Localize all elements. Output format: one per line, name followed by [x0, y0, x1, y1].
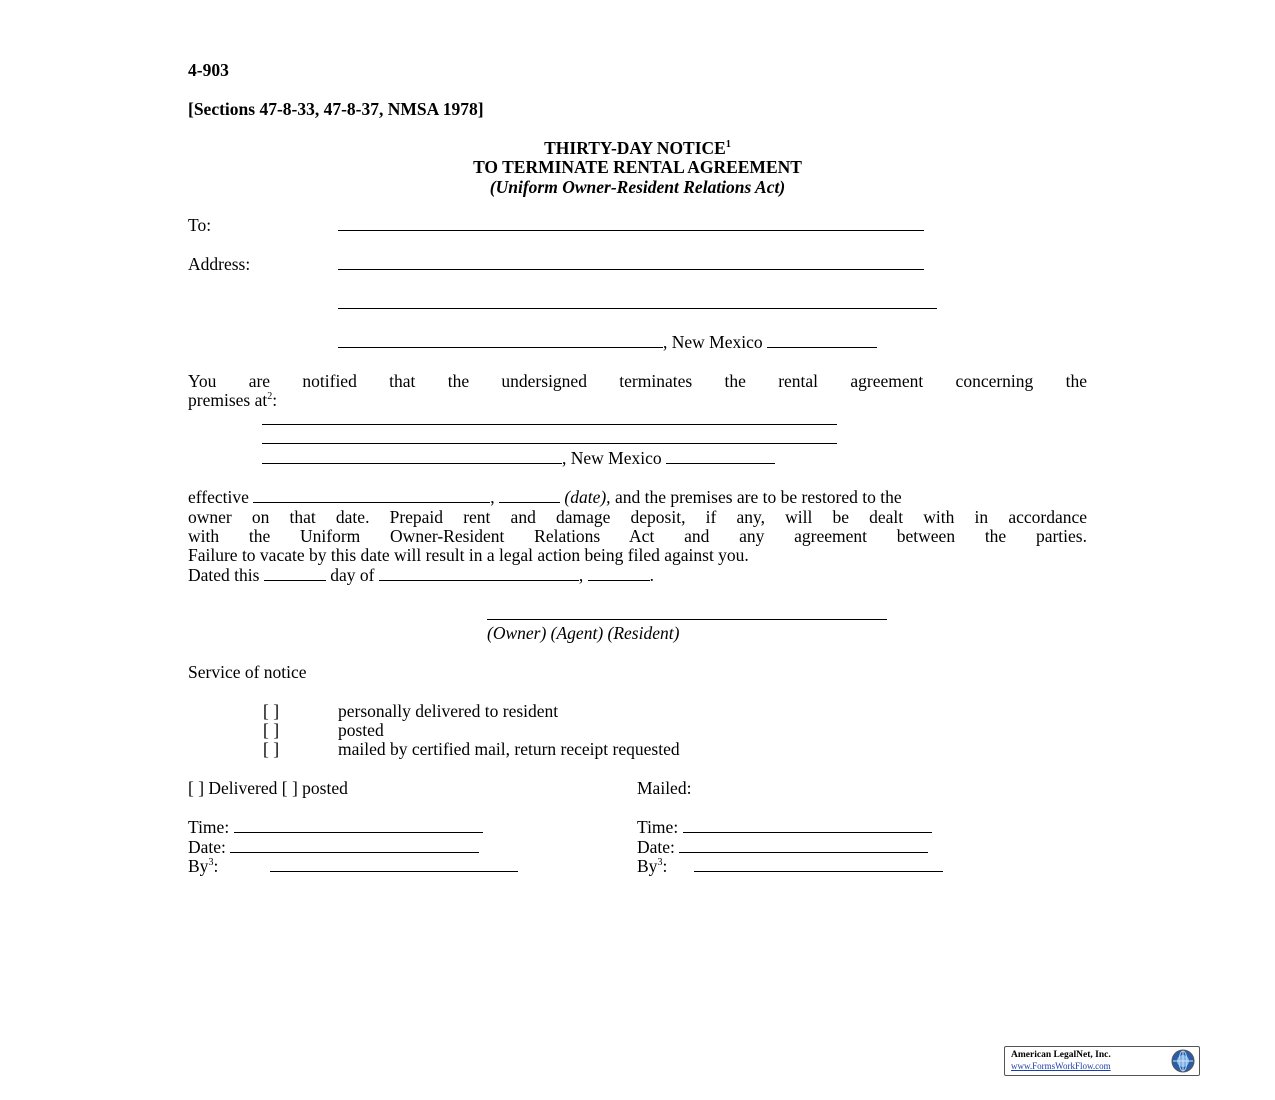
service-heading: Service of notice: [188, 662, 307, 682]
right-by-row: [637, 856, 667, 876]
notice-intro-line1: You are notified that the undersigned terminates the rental agreement concerning the: [188, 371, 1087, 391]
left-by-row: [188, 856, 218, 876]
signature-caption: (Owner) (Agent) (Resident): [487, 623, 680, 643]
dated-day-field[interactable]: [264, 565, 326, 581]
right-date-row: [637, 837, 928, 857]
dated-line: [188, 565, 654, 585]
right-time-row: [637, 817, 932, 837]
dated-this-text: Dated this: [188, 565, 260, 585]
checkbox-mailed[interactable]: [ ]: [263, 739, 280, 759]
effective-year-field[interactable]: [499, 487, 560, 503]
dated-month-field[interactable]: [379, 565, 579, 581]
form-number: 4-903: [188, 60, 229, 80]
footnote-marker: 3: [208, 857, 214, 869]
right-by-field[interactable]: [694, 856, 943, 876]
comma: ,: [578, 565, 584, 585]
option-mailed-label: mailed by certified mail, return receipt requested: [338, 739, 680, 759]
notice-body-line2: owner on that date. Prepaid rent and damage deposit, if any, will be dealt with in accordance: [188, 507, 1087, 527]
time-label: Time:: [637, 817, 679, 837]
period: .: [649, 565, 654, 585]
to-field[interactable]: [338, 215, 924, 235]
left-date-row: [188, 837, 479, 857]
left-time-row: [188, 817, 483, 837]
signature-field[interactable]: [487, 604, 887, 624]
by-colon: :: [662, 856, 668, 876]
notice-body-line3: with the Uniform Owner-Resident Relations Act and any agreement between the parties.: [188, 526, 1087, 546]
notice-intro-line2: [188, 390, 277, 410]
by-colon: :: [213, 856, 219, 876]
option-posted-label: posted: [338, 720, 384, 740]
address-line1-field[interactable]: [338, 254, 924, 274]
date-label: Date:: [188, 837, 226, 857]
left-time-field[interactable]: [234, 817, 483, 833]
zip-field[interactable]: [767, 332, 877, 348]
form-subtitle: (Uniform Owner-Resident Relations Act): [489, 177, 786, 197]
premises-city-row: [262, 448, 775, 468]
city-field[interactable]: [338, 332, 663, 348]
time-label: Time:: [188, 817, 230, 837]
effective-line: [188, 487, 902, 507]
legalnet-logo[interactable]: [1004, 1046, 1200, 1076]
address-line2-field[interactable]: [338, 293, 937, 313]
new-mexico-label: , New Mexico: [663, 332, 763, 352]
notice-body-line4: Failure to vacate by this date will result in a legal action being filed against you.: [188, 545, 749, 565]
form-title-line2: TO TERMINATE RENTAL AGREEMENT: [473, 157, 802, 177]
day-of-text: day of: [330, 565, 375, 585]
premises-at-text: premises at: [188, 390, 268, 410]
premises-line2-field[interactable]: [262, 428, 837, 448]
date-label: Date:: [637, 837, 675, 857]
effective-word: effective: [188, 487, 249, 507]
company-name: American LegalNet, Inc.: [1011, 1050, 1111, 1060]
address-city-row: [338, 332, 877, 352]
premises-new-mexico-label: , New Mexico: [562, 448, 662, 468]
premises-line1-field[interactable]: [262, 409, 837, 429]
date-hint: (date),: [564, 487, 611, 507]
to-label: To:: [188, 215, 212, 235]
footnote-marker: 3: [657, 857, 663, 869]
statute-reference: [Sections 47-8-33, 47-8-37, NMSA 1978]: [188, 99, 484, 119]
by-label: By: [637, 856, 658, 876]
checkbox-personal[interactable]: [ ]: [263, 701, 280, 721]
address-label: Address:: [188, 254, 251, 274]
footnote-marker: 2: [267, 391, 273, 403]
option-personal-label: personally delivered to resident: [338, 701, 559, 721]
premises-city-field[interactable]: [262, 448, 562, 464]
right-date-field[interactable]: [679, 837, 928, 853]
by-label: By: [188, 856, 209, 876]
footnote-marker: 1: [725, 139, 731, 151]
comma: ,: [490, 487, 495, 507]
form-title-line1: THIRTY-DAY NOTICE: [544, 138, 726, 158]
premises-colon: :: [272, 390, 278, 410]
company-url[interactable]: www.FormsWorkFlow.com: [1011, 1061, 1111, 1071]
right-time-field[interactable]: [683, 817, 932, 833]
left-by-field[interactable]: [270, 856, 518, 876]
delivered-posted-heading: [ ] Delivered [ ] posted: [188, 778, 348, 798]
checkbox-posted[interactable]: [ ]: [263, 720, 280, 740]
globe-icon: [1171, 1049, 1195, 1073]
premises-zip-field[interactable]: [666, 448, 775, 464]
form-title: [188, 138, 1087, 158]
mailed-heading: Mailed:: [637, 778, 692, 798]
left-date-field[interactable]: [230, 837, 479, 853]
dated-year-field[interactable]: [588, 565, 650, 581]
effective-rest: and the premises are to be restored to the: [610, 487, 902, 507]
effective-date-field[interactable]: [253, 487, 490, 503]
